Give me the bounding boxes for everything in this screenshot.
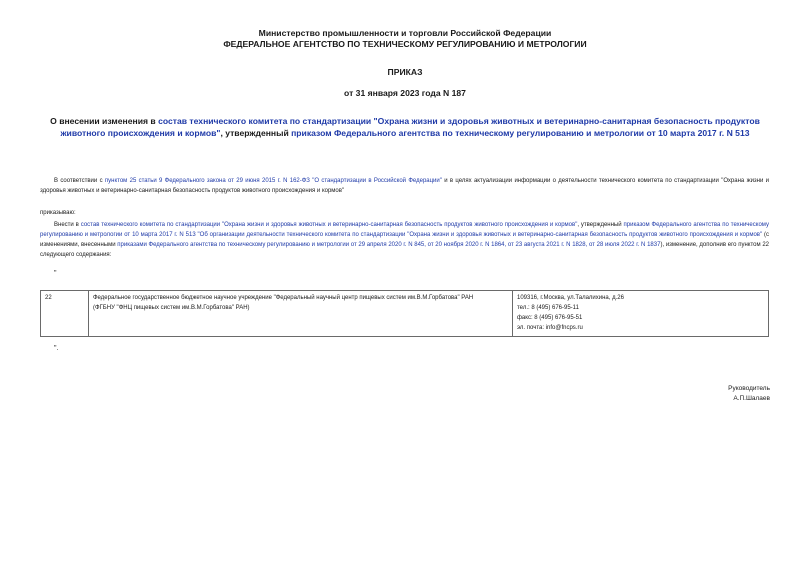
organization-cell — [89, 291, 513, 337]
subject-text-2: , утвержденный — [220, 128, 292, 138]
subject-link-order[interactable]: приказом Федерального агентства по техническому регулированию и метрологии от 10 марта 2017 г. N 513 — [291, 128, 750, 138]
contact-email: эл. почта: info@fncps.ru — [517, 325, 583, 331]
document-type: ПРИКАЗ — [387, 67, 423, 77]
signature-name: А.П.Шалаев — [733, 395, 770, 402]
quote-close-mark: ". — [54, 345, 59, 352]
committee-member-table — [40, 290, 769, 337]
p1-link-law[interactable]: пунктом 25 статьи 9 Федерального закона от 29 июня 2015 г. N 162-ФЗ "О стандартизации в Российской Федерации" — [104, 178, 442, 184]
p3-text-c: (с изменениями, внесенными — [40, 232, 770, 248]
p3-text-b: , утвержденный — [577, 222, 624, 228]
contact-address: 109316, г.Москва, ул.Талалихина, д.26 — [517, 295, 624, 301]
paragraph-amendment — [40, 220, 769, 260]
contacts-cell — [513, 291, 769, 337]
contact-fax: факс: 8 (495) 676-95-51 — [517, 315, 583, 321]
p3-text-a: Внести в — [54, 222, 81, 228]
document-subject — [40, 115, 770, 139]
organization-short-name: (ФГБНУ "ФНЦ пищевых систем им.В.М.Горбатова" РАН) — [93, 305, 250, 311]
table-row — [41, 291, 769, 337]
agency-title: ФЕДЕРАЛЬНОЕ АГЕНТСТВО ПО ТЕХНИЧЕСКОМУ РЕГУЛИРОВАНИЮ И МЕТРОЛОГИИ — [223, 39, 587, 49]
paragraph-basis — [40, 176, 769, 196]
signature-title: Руководитель — [728, 385, 770, 392]
subject-text-1: О внесении изменения в — [50, 116, 159, 126]
quote-open-mark: " — [54, 270, 57, 277]
p3-text-d: ), изменение, дополнив его пунктом 22 следующего содержания: — [40, 242, 769, 258]
organization-name: Федеральное государственное бюджетное научное учреждение "Федеральный научный центр пищевых систем им.В.М.Горбатова" РАН — [93, 295, 474, 301]
p3-link-committee[interactable]: состав технического комитета по стандартизации "Охрана жизни и здоровья животных и ветеринарно-санитарная безопасность продуктов животного происхождения и кормов" — [80, 222, 578, 228]
paragraph-order-word: приказываю: — [40, 210, 76, 216]
p3-link-amendments[interactable]: приказами Федерального агентства по техническому регулированию и метрологии от 29 апреля 2020 г. N 845, от 20 ноября 2020 г. N 1864, от 23 августа 2021 г. N 1828, от 28 июля 2022 г. N 1837 — [117, 242, 661, 248]
p3-link-order[interactable]: приказом Федерального агентства по техническому регулированию и метрологии от 10 марта 2017 г. N 513 "Об организации деятельности технического комитета по стандартизации "Охрана жизни и здоровья животных и ветеринарно-санитарная безопасность продуктов животного происхождения и кормов" — [40, 222, 769, 238]
row-number: 22 — [41, 291, 89, 337]
contact-phone: тел.: 8 (495) 676-95-11 — [517, 305, 579, 311]
subject-link-committee[interactable]: состав технического комитета по стандартизации "Охрана жизни и здоровья животных и ветеринарно-санитарная безопасность продуктов животного происхождения и кормов" — [60, 116, 760, 138]
p1-text-b: и в целях актуализации информации о деятельности технического комитета по стандартизации "Охрана жизни и здоровья животных и ветеринарно-санитарная безопасность продуктов животного происхождения и кормов" — [40, 178, 770, 194]
ministry-title: Министерство промышленности и торговли Российской Федерации — [258, 28, 552, 38]
p1-text-a: В соответствии с — [54, 178, 105, 184]
document-date-number: от 31 января 2023 года N 187 — [344, 88, 466, 98]
